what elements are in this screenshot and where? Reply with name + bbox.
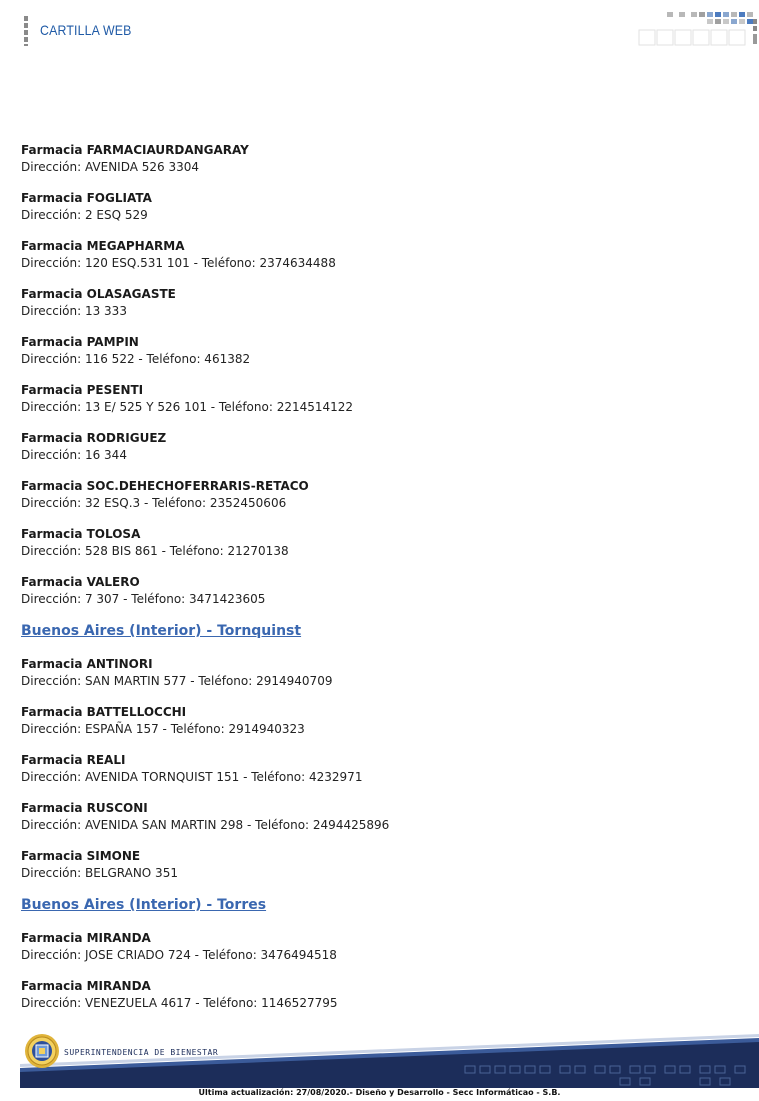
pharmacy-name: Farmacia RUSCONI: [21, 801, 148, 815]
pharmacy-address: Dirección: AVENIDA SAN MARTIN 298 - Teléfono: 2494425896: [21, 818, 390, 832]
pharmacy-name: Farmacia PAMPIN: [21, 335, 139, 349]
pharmacy-address: Dirección: 13 333: [21, 304, 127, 318]
pharmacy-address: Dirección: AVENIDA TORNQUIST 151 - Teléfono: 4232971: [21, 770, 363, 784]
list-item: [21, 526, 741, 560]
list-item: [21, 238, 741, 272]
pharmacy-name: Farmacia MIRANDA: [21, 979, 151, 993]
pharmacy-address: Dirección: 2 ESQ 529: [21, 208, 148, 222]
pharmacy-name: Farmacia ANTINORI: [21, 657, 153, 671]
page-header: [0, 0, 759, 60]
pharmacy-address: Dirección: VENEZUELA 4617 - Teléfono: 1146527795: [21, 996, 338, 1010]
page-title: CARTILLA WEB: [40, 22, 132, 38]
pharmacy-name: Farmacia REALI: [21, 753, 126, 767]
pharmacy-address: Dirección: BELGRANO 351: [21, 866, 178, 880]
entry-group: [21, 896, 741, 1012]
pharmacy-name: Farmacia FOGLIATA: [21, 191, 152, 205]
pharmacy-address: Dirección: SAN MARTIN 577 - Teléfono: 2914940709: [21, 674, 333, 688]
pharmacy-address: Dirección: 120 ESQ.531 101 - Teléfono: 2374634488: [21, 256, 336, 270]
list-item: [21, 656, 741, 690]
list-item: [21, 142, 741, 176]
footer-band-graphic: [20, 1028, 759, 1088]
section-heading-tornquinst[interactable]: Buenos Aires (Interior) - Tornquinst: [21, 623, 302, 639]
header-accent-bar: [24, 16, 28, 46]
pharmacy-address: Dirección: 32 ESQ.3 - Teléfono: 2352450606: [21, 496, 287, 510]
pharmacy-directory: [21, 142, 741, 1026]
pharmacy-address: Dirección: 7 307 - Teléfono: 3471423605: [21, 592, 266, 606]
pharmacy-name: Farmacia SOC.DEHECHOFERRARIS-RETACO: [21, 479, 309, 493]
pharmacy-address: Dirección: 16 344: [21, 448, 127, 462]
pharmacy-name: Farmacia TOLOSA: [21, 527, 141, 541]
list-item: [21, 334, 741, 368]
pharmacy-address: Dirección: ESPAÑA 157 - Teléfono: 2914940323: [21, 722, 305, 736]
page-footer: [0, 1028, 759, 1101]
pharmacy-name: Farmacia OLASAGASTE: [21, 287, 176, 301]
pharmacy-address: Dirección: 116 522 - Teléfono: 461382: [21, 352, 251, 366]
list-item: [21, 190, 741, 224]
pharmacy-address: Dirección: 528 BIS 861 - Teléfono: 21270138: [21, 544, 289, 558]
organization-name: SUPERINTENDENCIA DE BIENESTAR: [64, 1048, 219, 1057]
pharmacy-address: Dirección: 13 E/ 525 Y 526 101 - Teléfono: 2214514122: [21, 400, 354, 414]
pharmacy-name: Farmacia SIMONE: [21, 849, 141, 863]
list-item: [21, 930, 741, 964]
list-item: [21, 752, 741, 786]
pharmacy-address: Dirección: AVENIDA 526 3304: [21, 160, 200, 174]
pharmacy-name: Farmacia BATTELLOCCHI: [21, 705, 187, 719]
list-item: [21, 382, 741, 416]
pharmacy-name: Farmacia RODRIGUEZ: [21, 431, 167, 445]
list-item: [21, 574, 741, 608]
pharmacy-name: Farmacia FARMACIAURDANGARAY: [21, 143, 249, 157]
list-item: [21, 478, 741, 512]
pharmacy-name: Farmacia PESENTI: [21, 383, 144, 397]
list-item: [21, 800, 741, 834]
police-seal-icon: [24, 1033, 60, 1069]
list-item: [21, 848, 741, 882]
entry-group: [21, 142, 741, 608]
entry-group: [21, 622, 741, 882]
list-item: [21, 430, 741, 464]
section-heading-torres[interactable]: Buenos Aires (Interior) - Torres: [21, 897, 267, 913]
pharmacy-address: Dirección: JOSE CRIADO 724 - Teléfono: 3476494518: [21, 948, 337, 962]
last-update-text: Ultima actualización: 27/08/2020.- Diseño y Desarrollo - Secc Informáticao - S.B.: [198, 1088, 561, 1097]
pharmacy-name: Farmacia MIRANDA: [21, 931, 151, 945]
pharmacy-name: Farmacia VALERO: [21, 575, 140, 589]
pharmacy-name: Farmacia MEGAPHARMA: [21, 239, 185, 253]
list-item: [21, 704, 741, 738]
list-item: [21, 978, 741, 1012]
list-item: [21, 286, 741, 320]
header-decoration-icon: [637, 12, 759, 48]
